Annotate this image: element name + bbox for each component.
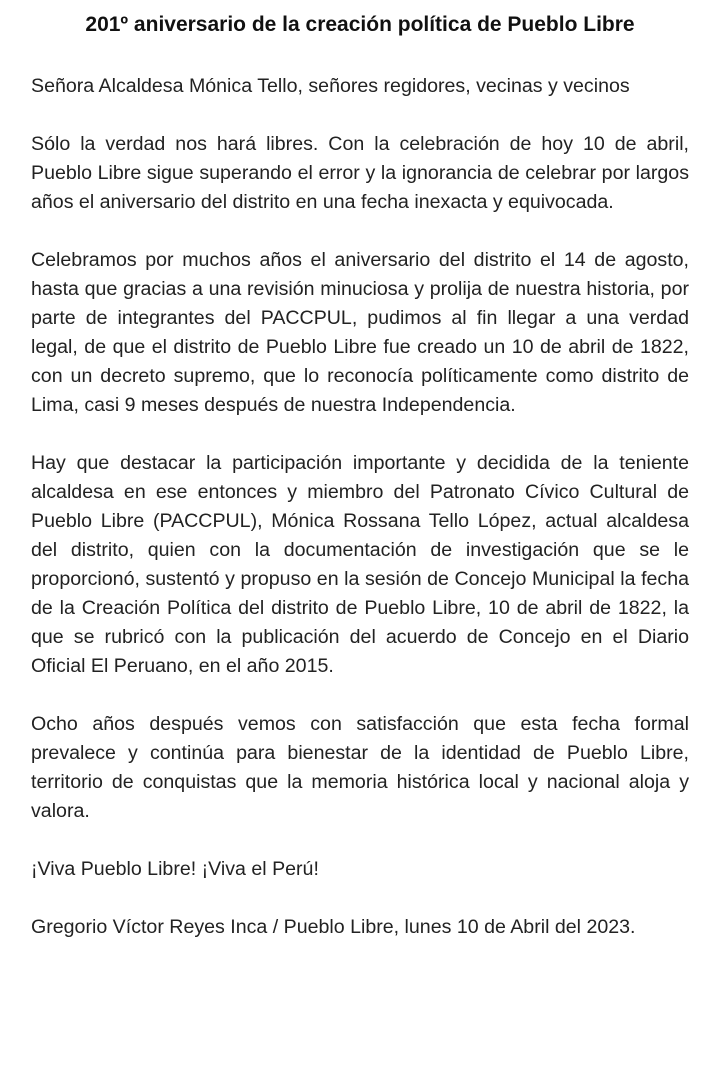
body-paragraph-history: Celebramos por muchos años el aniversario del distrito el 14 de agosto, hasta que gracias a una revisión minuciosa y prolija de nuestra historia, por parte de integrantes del PACCPUL, pudimos al fin llegar a una verdad legal, de que el distrito de Pueblo Libre fue creado un 10 de abril de 1822, con un decreto supremo, que lo reconocía políticamente como distrito de Lima, casi 9 meses después de nuestra Independencia. bbox=[31, 249, 689, 416]
body-paragraph-acknowledgement: Hay que destacar la participación importante y decidida de la teniente alcaldesa en ese entonces y miembro del Patronato Cívico Cultural de Pueblo Libre (PACCPUL), Mónica Rossana Tello López, actual alcaldesa del distrito, quien con la documentación de investigación que se le proporcionó, sustentó y propuso en la sesión de Concejo Municipal la fecha de la Creación Política del distrito de Pueblo Libre, 10 de abril de 1822, la que se rubricó con la publicación del acuerdo de Concejo en el Diario Oficial El Peruano, en el año 2015. bbox=[31, 452, 689, 677]
document-page bbox=[31, 0, 689, 942]
signature-line: Gregorio Víctor Reyes Inca / Pueblo Libre, lunes 10 de Abril del 2023. bbox=[31, 916, 636, 938]
document-title: 201º aniversario de la creación política de Pueblo Libre bbox=[85, 13, 635, 36]
body-paragraph-eight-years: Ocho años después vemos con satisfacción que esta fecha formal prevalece y continúa para bienestar de la identidad de Pueblo Libre, territorio de conquistas que la memoria histórica local y nacional aloja y valora. bbox=[31, 713, 689, 822]
body-paragraph-truth: Sólo la verdad nos hará libres. Con la celebración de hoy 10 de abril, Pueblo Libre sigue superando el error y la ignorancia de celebrar por largos años el aniversario del distrito en una fecha inexacta y equivocada. bbox=[31, 133, 689, 213]
greeting-paragraph: Señora Alcaldesa Mónica Tello, señores regidores, vecinas y vecinos bbox=[31, 75, 630, 97]
body-paragraph-cheer: ¡Viva Pueblo Libre! ¡Viva el Perú! bbox=[31, 858, 319, 880]
